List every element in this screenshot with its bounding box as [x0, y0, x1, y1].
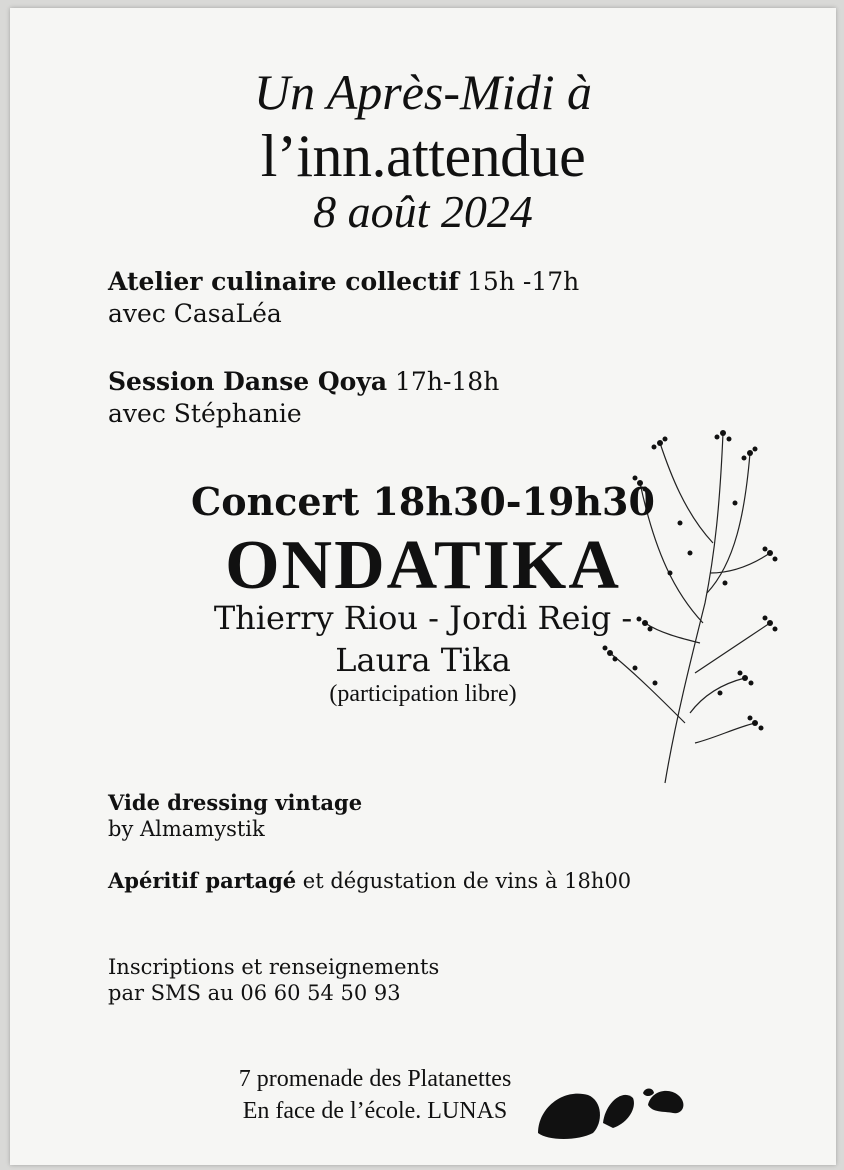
- address-line-2: En face de l’école. LUNAS: [242, 1098, 508, 1124]
- band-members-line-2: Laura Tika: [335, 641, 511, 679]
- vide-dressing-title: Vide dressing vintage: [108, 790, 363, 815]
- flyer-page: [10, 8, 836, 1165]
- activity-dance-title: Session Danse Qoya: [108, 367, 388, 396]
- activity-dance: [108, 366, 499, 398]
- title-date: 8 août 2024: [313, 186, 533, 237]
- band-name: ONDATIKA: [225, 527, 621, 604]
- activity-cooking: [108, 266, 579, 298]
- concert-heading: Concert 18h30-19h30: [191, 479, 655, 524]
- band-members-line-1: Thierry Riou - Jordi Reig -: [213, 599, 633, 637]
- vide-dressing-host: by Almamystik: [108, 817, 265, 841]
- title-venue: l’inn.attendue: [260, 123, 586, 189]
- concert-price-note: (participation libre): [329, 681, 517, 707]
- title-line-1: Un Après-Midi à: [254, 64, 592, 120]
- activity-cooking-title: Atelier culinaire collectif: [108, 267, 460, 296]
- contact-line-2: par SMS au 06 60 54 50 93: [108, 981, 401, 1005]
- activity-cooking-host: avec CasaLéa: [108, 299, 282, 328]
- activity-dance-host: avec Stéphanie: [108, 399, 302, 428]
- address-line-1: 7 promenade des Platanettes: [238, 1066, 512, 1092]
- contact-line-1: Inscriptions et renseignements: [108, 955, 440, 979]
- aperitif-line: [108, 868, 631, 894]
- activity-dance-time: 17h-18h: [387, 367, 500, 396]
- stones-illustration: [533, 1083, 693, 1143]
- activity-cooking-time: 15h -17h: [459, 267, 580, 296]
- aperitif-title: Apéritif partagé: [108, 868, 297, 893]
- aperitif-details: et dégustation de vins à 18h00: [296, 869, 632, 893]
